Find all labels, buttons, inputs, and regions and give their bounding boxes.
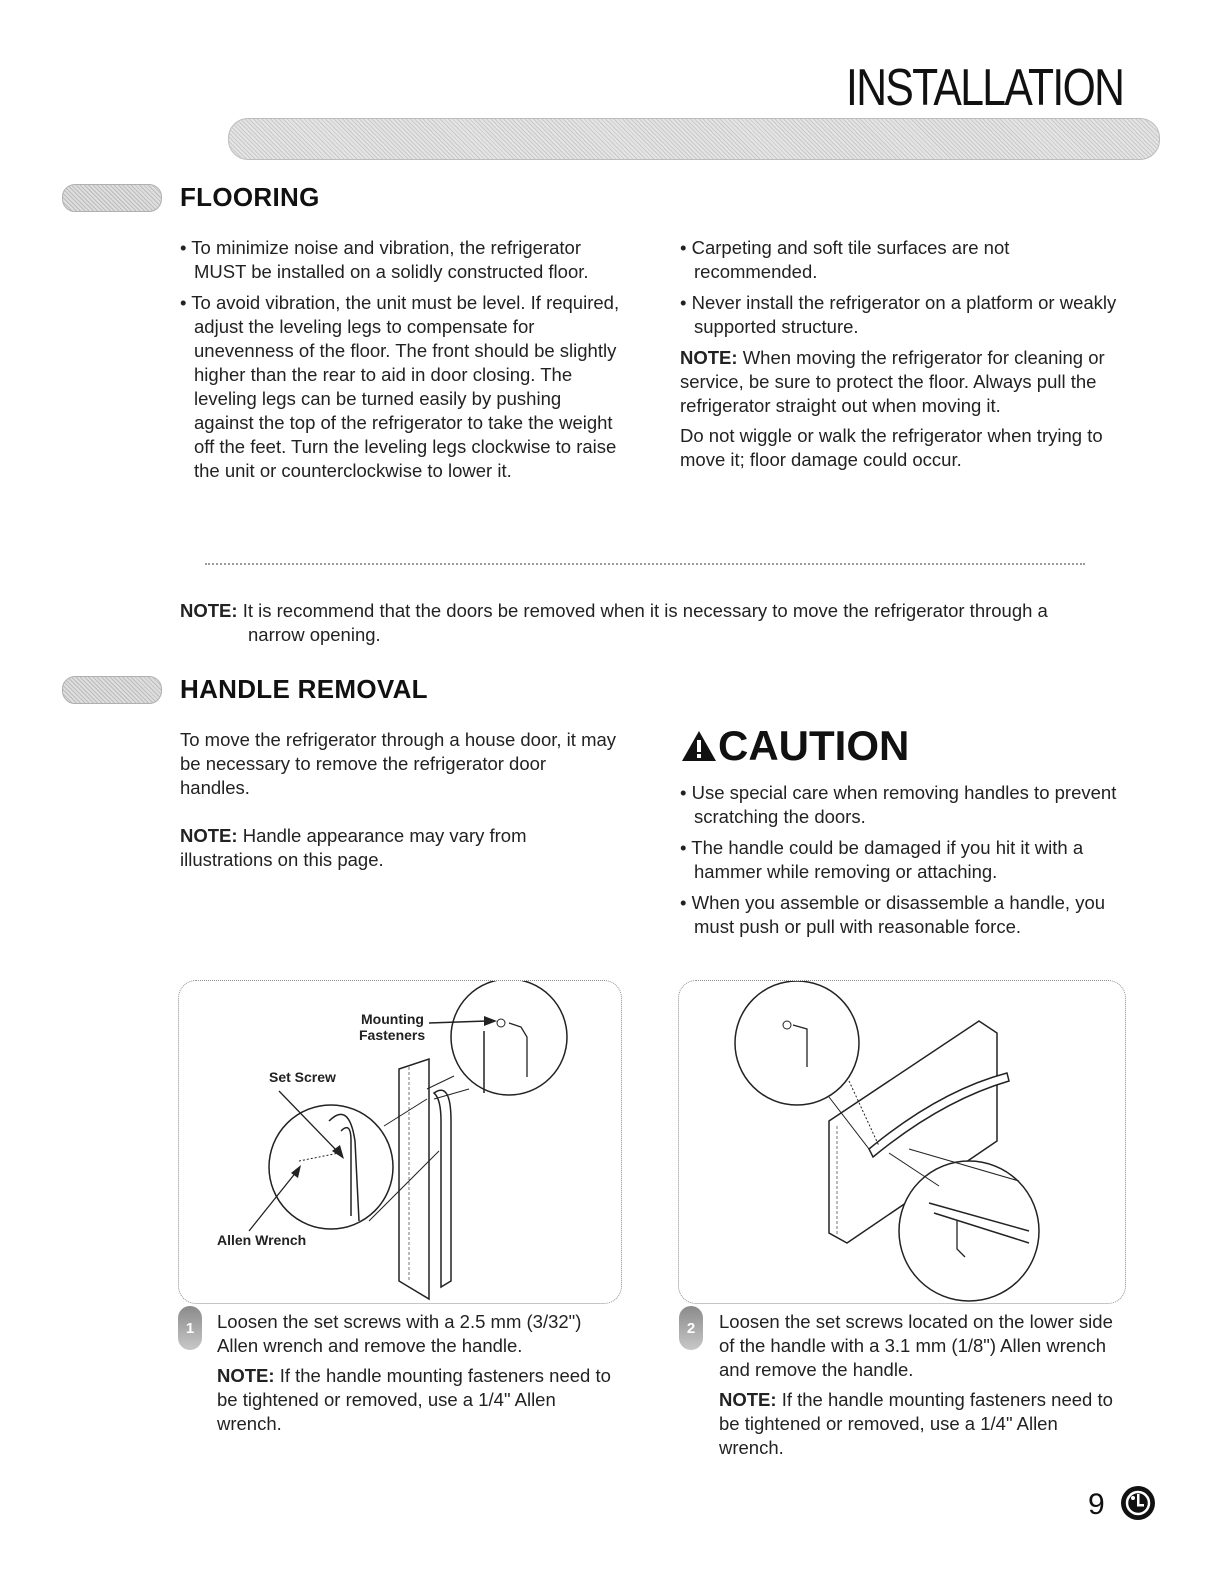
list-item: • When you assemble or disassemble a handle, you must push or pull with reasonable force. xyxy=(680,892,1106,937)
step-1-badge: 1 xyxy=(178,1306,202,1350)
doors-note: NOTE: It is recommend that the doors be removed when it is necessary to move the refrigerator through a narrow opening. xyxy=(180,600,1048,645)
list-item: • Carpeting and soft tile surfaces are not recommended. xyxy=(680,237,1010,282)
divider xyxy=(205,563,1085,565)
section-marker xyxy=(62,184,162,212)
label-fasteners: Fasteners xyxy=(359,1027,426,1043)
label-allen-wrench: Allen Wrench xyxy=(217,1232,307,1248)
caution-list xyxy=(680,781,1120,946)
list-item: • The handle could be damaged if you hit it with a hammer while removing or attaching. xyxy=(680,837,1084,882)
step-1-text: Loosen the set screws with a 2.5 mm (3/32") Allen wrench and remove the handle. NOTE: If the handle mounting fasteners need to be tightened or removed, use a 1/4" Allen wrench. xyxy=(217,1311,611,1434)
list-item: • Use special care when removing handles to prevent scratching the doors. xyxy=(680,782,1117,827)
label-set-screw: Set Screw xyxy=(269,1069,336,1085)
flooring-title: FLOORING xyxy=(180,182,320,212)
page-number: 9 xyxy=(1088,1488,1105,1521)
step-2-badge: 2 xyxy=(679,1306,703,1350)
warning-icon xyxy=(680,729,718,763)
page-title: INSTALLATION xyxy=(846,59,1124,117)
flooring-right-column xyxy=(680,236,1120,472)
list-item: • To minimize noise and vibration, the refrigerator MUST be installed on a solidly constructed floor. xyxy=(180,237,589,282)
handle-illustration-2 xyxy=(679,981,1125,1303)
flooring-left-column xyxy=(180,236,620,490)
handle-removal-intro: To move the refrigerator through a house door, it may be necessary to remove the refrigerator door handles. NOTE: Handle appearance may vary from illustrations on this page. xyxy=(180,729,617,870)
flooring-note: NOTE: When moving the refrigerator for cleaning or service, be sure to protect the floor. Always pull the refrigerator straight out when moving it. xyxy=(680,347,1105,416)
label-mounting: Mounting xyxy=(361,1011,424,1027)
list-item: • Never install the refrigerator on a platform or weakly supported structure. xyxy=(680,292,1117,337)
section-marker xyxy=(62,676,162,704)
caution-heading: CAUTION xyxy=(680,722,909,770)
figure-2 xyxy=(678,980,1126,1304)
flooring-note-2: Do not wiggle or walk the refrigerator when trying to move it; floor damage could occur. xyxy=(680,425,1103,470)
step-2-text: Loosen the set screws located on the lower side of the handle with a 3.1 mm (1/8") Allen wrench and remove the handle. NOTE: If the handle mounting fasteners need to be tightened or removed, use a 1/4" Allen wrench. xyxy=(719,1311,1113,1458)
header-bar xyxy=(228,118,1160,160)
list-item: • To avoid vibration, the unit must be level. If required, adjust the leveling legs to compensate for unevenness of the floor. The front should be slightly higher than the rear to aid in door closing. The leveling legs can be turned easily by pushing against the top of the refrigerator to take the weight off the feet. Turn the leveling legs clockwise to raise the unit or counterclockwise to lower it. xyxy=(180,292,620,481)
lg-logo-icon xyxy=(1120,1485,1156,1521)
handle-removal-title: HANDLE REMOVAL xyxy=(180,674,428,704)
figure-1 xyxy=(178,980,622,1304)
